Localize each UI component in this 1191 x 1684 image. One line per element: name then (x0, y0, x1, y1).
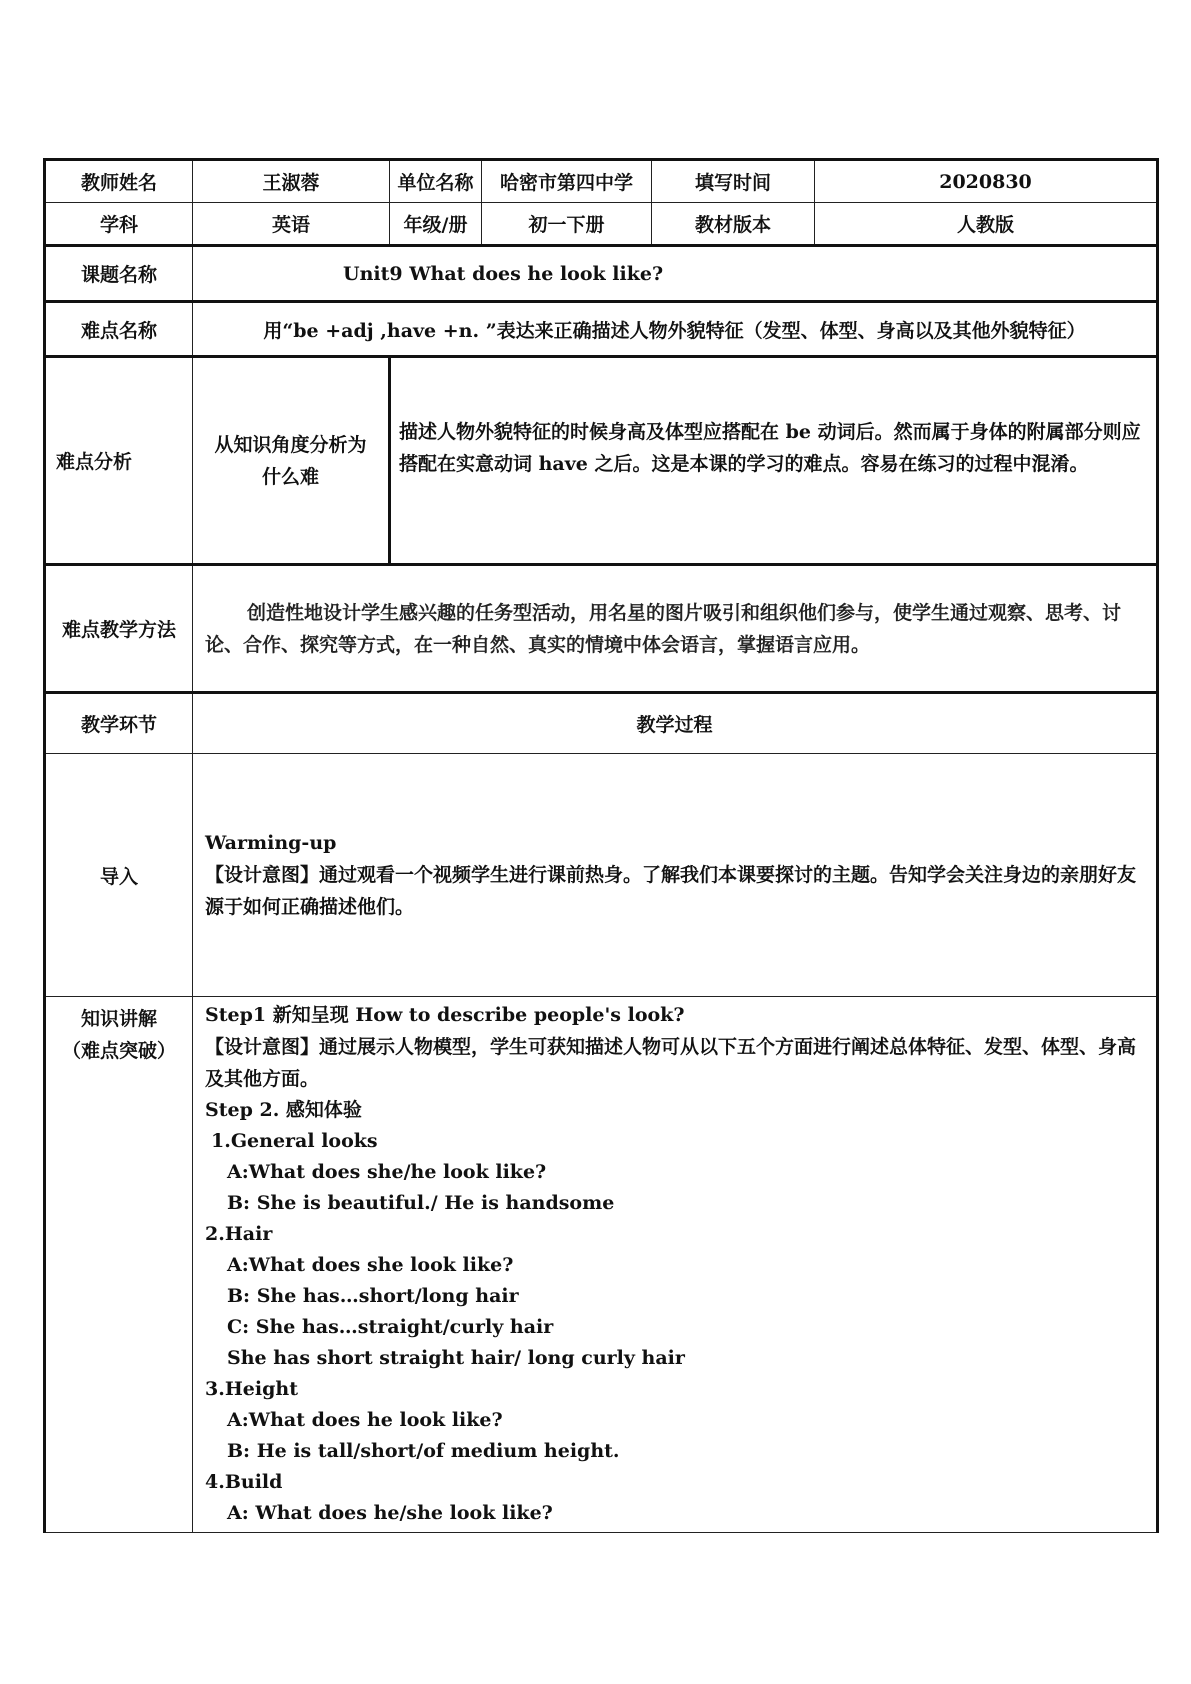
knowledge-line: A:What does she/he look like? (227, 1161, 547, 1183)
fill-time-value: 2020830 (815, 160, 1158, 203)
knowledge-line: 4.Build (205, 1471, 283, 1493)
teacher-name-value: 王淑蓉 (193, 160, 390, 203)
unit-name-label: 单位名称 (390, 160, 482, 203)
knowledge-line: A: What does he/she look like? (227, 1502, 553, 1524)
process-right-header: 教学过程 (193, 693, 1158, 754)
analysis-text-cell (390, 357, 1158, 565)
topic-value (193, 246, 1158, 302)
subject-value: 英语 (193, 203, 390, 246)
method-text-cell (193, 565, 1158, 693)
analysis-sublabel-line2: 什么难 (261, 465, 319, 488)
analysis-text: 描述人物外貌特征的时候身高及体型应搭配在 be 动词后。然而属于身体的附属部分则应搭配在实意动词 have 之后。这是本课的学习的难点。容易在练习的过程中混淆。 (399, 420, 1141, 475)
analysis-sublabel-line1: 从知识角度分析为 (214, 433, 367, 456)
process-left-header: 教学环节 (45, 693, 193, 754)
knowledge-line: B: She has…short/long hair (227, 1285, 519, 1307)
knowledge-label (45, 997, 193, 1533)
knowledge-line: A:What does he look like? (227, 1409, 503, 1431)
intro-title: Warming-up (205, 832, 337, 854)
difficulty-label: 难点名称 (45, 302, 193, 357)
knowledge-line: 2.Hair (205, 1223, 273, 1245)
teacher-name-label: 教师姓名 (45, 160, 193, 203)
edition-label: 教材版本 (652, 203, 815, 246)
knowledge-line: C: She has…straight/curly hair (227, 1316, 554, 1338)
lesson-plan-page (43, 158, 1156, 1533)
knowledge-lines (205, 1126, 1148, 1529)
grade-value: 初一下册 (482, 203, 652, 246)
intro-text: 【设计意图】通过观看一个视频学生进行课前热身。了解我们本课要探讨的主题。告知学会关注身边的亲朋好友源于如何正确描述他们。 (205, 864, 1137, 918)
knowledge-line: A:What does she look like? (227, 1254, 514, 1276)
method-text: 创造性地设计学生感兴趣的任务型活动，用名星的图片吸引和组织他们参与，使学生通过观察、思考、讨论、合作、探究等方式，在一种自然、真实的情境中体会语言，掌握语言应用。 (205, 601, 1122, 656)
intro-cell (193, 754, 1158, 997)
subject-label: 学科 (45, 203, 193, 246)
intro-label: 导入 (45, 754, 193, 997)
edition-value: 人教版 (815, 203, 1158, 246)
analysis-sublabel (193, 357, 390, 565)
knowledge-label-line2: （难点突破） (61, 1040, 176, 1062)
knowledge-line: She has short straight hair/ long curly hair (227, 1347, 685, 1369)
grade-label: 年级/册 (390, 203, 482, 246)
knowledge-design-intent: 【设计意图】通过展示人物模型，学生可获知描述人物可从以下五个方面进行阐述总体特征、发型、体型、身高及其他方面。 (205, 1036, 1137, 1090)
knowledge-line: 1.General looks (211, 1130, 378, 1152)
difficulty-value: 用“be +adj ,have +n. ”表达来正确描述人物外貌特征（发型、体型、身高以及其他外貌特征） (193, 302, 1158, 357)
knowledge-label-line1: 知识讲解 (80, 1008, 157, 1030)
step2-heading: Step 2. 感知体验 (205, 1099, 362, 1121)
unit-name-value: 哈密市第四中学 (482, 160, 652, 203)
knowledge-line: B: She is beautiful./ He is handsome (227, 1192, 615, 1214)
method-label: 难点教学方法 (45, 565, 193, 693)
fill-time-label: 填写时间 (652, 160, 815, 203)
lesson-plan-table (43, 158, 1159, 1533)
analysis-label: 难点分析 (45, 357, 193, 565)
topic-label: 课题名称 (45, 246, 193, 302)
topic-text: Unit9 What does he look like? (343, 262, 664, 285)
step1-heading: Step1 新知呈现 How to describe people's look? (205, 1004, 685, 1026)
knowledge-line: B: He is tall/short/of medium height. (227, 1440, 620, 1462)
knowledge-line: 3.Height (205, 1378, 298, 1400)
knowledge-cell (193, 997, 1158, 1533)
